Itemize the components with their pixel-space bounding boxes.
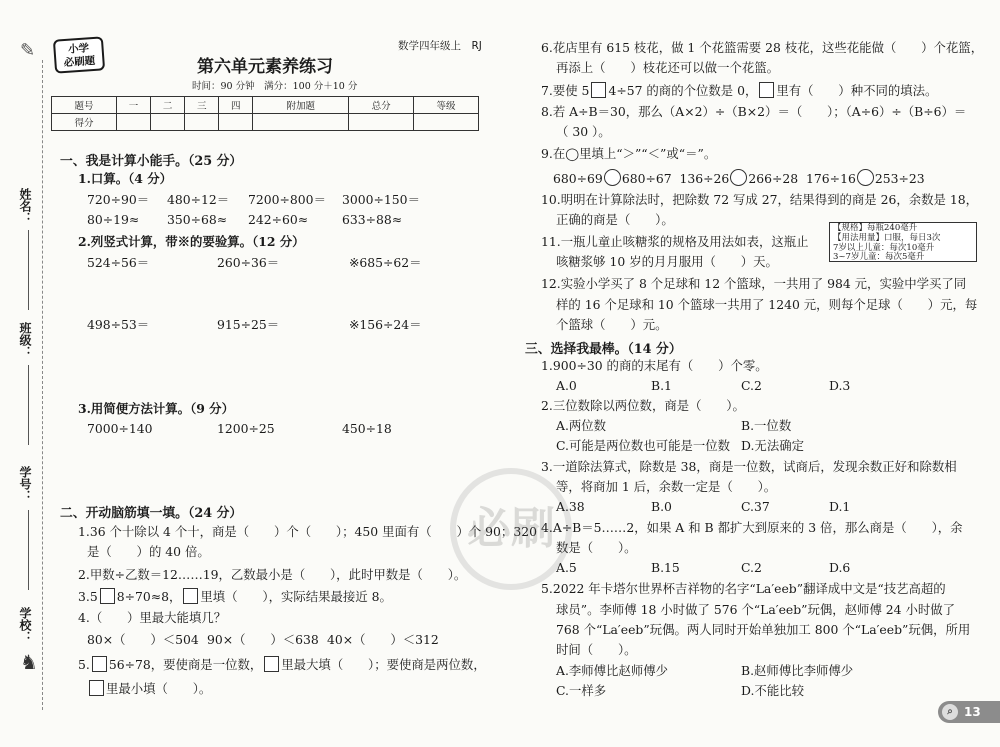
s1-q2-title: 2.列竖式计算，带※的要验算。（12 分） [78, 234, 305, 249]
q9: 9.在◯里填上“＞”“＜”或“＝”。 [541, 146, 717, 161]
watermark-seal: 必刷 [450, 468, 572, 590]
option[interactable]: D.不能比较 [741, 683, 804, 698]
s1-q1-item: 3000÷150＝ [342, 192, 420, 207]
q12-line2: 样的 16 个足球和 10 个篮球一共用了 1240 元，则每个足球（ ）元，每 [556, 297, 978, 312]
s1-q2-item: 260÷36＝ [217, 255, 280, 270]
name-label: 姓名： [18, 188, 32, 224]
score-input[interactable] [219, 114, 253, 131]
c5-line4: 时间（ ）。 [556, 642, 637, 657]
s1-q1-item: 80÷19≈ [87, 212, 140, 227]
blank-box[interactable] [183, 588, 198, 604]
score-input[interactable] [414, 114, 479, 131]
score-cell: 总分 [349, 97, 414, 114]
grade-label: 数学四年级上 RJ [398, 40, 482, 52]
spec-line: 【用法用量】口服，每日3次 [833, 232, 941, 243]
q9-expr: 136÷26 [679, 171, 730, 186]
q7 [541, 82, 937, 99]
option[interactable]: C.2 [741, 378, 762, 393]
binding-line [42, 60, 43, 710]
c5-line1: 5.2022 年卡塔尔世界杯吉祥物的名字“La′eeb”翻译成中文是“技艺高超的 [541, 581, 946, 596]
s1-q2-item: 915÷25＝ [217, 317, 280, 332]
s2-q1-line2: 是（ ）的 40 倍。 [87, 544, 210, 559]
compare-circle[interactable] [730, 169, 747, 186]
score-header-row [52, 97, 479, 114]
q9-items [553, 169, 925, 187]
s2-q2: 2.甲数÷乙数＝12……19，乙数最小是（ ），此时甲数是（ ）。 [78, 567, 467, 582]
s2-q5-b: 56÷78，要使商是一位数， [108, 657, 263, 672]
blank-box[interactable] [100, 588, 115, 604]
option[interactable]: D.无法确定 [741, 438, 804, 453]
s2-q3-a: 3.5 [78, 589, 98, 604]
page-number: 13 [964, 705, 981, 719]
compare-circle[interactable] [604, 169, 621, 186]
logo-top-text: 小学 [67, 42, 90, 56]
q9-expr: 176÷16 [806, 171, 856, 186]
s2-q5-c: 里最大填（ ）；要使商是两位数， [281, 657, 486, 672]
s1-q2-item: 498÷53＝ [87, 317, 150, 332]
c2-question: 2.三位数除以两位数，商是（ ）。 [541, 398, 745, 413]
s2-q4-item: 90×（ ）＜638 [207, 632, 319, 647]
s1-q1-item: 720÷90＝ [87, 192, 150, 207]
q9-expr: 266÷28 [748, 171, 799, 186]
s2-q5-a: 5. [78, 657, 90, 672]
option[interactable]: A.38 [556, 499, 585, 514]
option[interactable]: B.赵师傅比李师傅少 [741, 663, 854, 678]
c5-line3: 768 个“La′eeb”玩偶。两人同时开始单独加工 800 个“La′eeb”玩偶，所用 [556, 622, 971, 637]
pencil-icon: ✎ [20, 40, 36, 61]
name-line [28, 230, 29, 310]
c1-question: 1.900÷30 的商的末尾有（ ）个零。 [541, 358, 768, 373]
q9-expr: 680÷67 [621, 171, 672, 186]
s2-q5-d: 里最小填（ ）。 [106, 681, 212, 696]
score-value-row [52, 114, 479, 131]
option[interactable]: C.可能是两位数也可能是一位数 [556, 438, 731, 453]
s1-q1-item: 350÷68≈ [167, 212, 228, 227]
s2-q4-item: 80×（ ）＜504 [87, 632, 199, 647]
s2-q4-item: 40×（ ）＜312 [327, 632, 439, 647]
score-cell: 二 [151, 97, 185, 114]
option[interactable]: D.1 [829, 499, 851, 514]
option[interactable]: A.李师傅比赵师傅少 [556, 663, 669, 678]
s1-q3-item: 1200÷25 [217, 421, 275, 436]
s1-q1-title: 1.口算。（4 分） [78, 171, 173, 186]
s1-q3-item: 7000÷140 [87, 421, 153, 436]
s1-q1-item: 480÷12＝ [167, 192, 230, 207]
blank-box[interactable] [591, 82, 606, 98]
q8-line1: 8.若 A÷B＝30，那么（A×2）÷（B×2）＝（ ）；（A÷6）÷（B÷6）＝ [541, 104, 967, 119]
q11-line2: 咳糖浆够 10 岁的月月服用（ ）天。 [556, 254, 778, 269]
page-number-tab [938, 701, 1000, 723]
score-cell: 等级 [414, 97, 479, 114]
score-table [51, 96, 479, 131]
q9-expr: 253÷23 [874, 171, 925, 186]
option[interactable]: B.一位数 [741, 418, 792, 433]
s1-q1-item: 7200÷800＝ [248, 192, 326, 207]
s1-q1-item: 633÷88≈ [342, 212, 403, 227]
option[interactable]: C.2 [741, 560, 762, 575]
option[interactable]: A.两位数 [556, 418, 607, 433]
exam-info: 时间：90 分钟 满分：100 分＋10 分 [192, 81, 358, 92]
c5-line2: 球员”。李师傅 18 小时做了 576 个“La′eeb”玩偶，赵师傅 24 小时做了 [556, 602, 956, 617]
q6-line1: 6.花店里有 615 枝花，做 1 个花篮需要 28 枝花，这些花能做（ ）个花篮， [541, 40, 984, 55]
q6-line2: 再添上（ ）枝花还可以做一个花篮。 [556, 60, 780, 75]
score-cell: 附加题 [253, 97, 349, 114]
s2-q3-b: 8÷70≈8， [116, 589, 182, 604]
brand-logo [53, 36, 105, 73]
blank-box[interactable] [89, 680, 104, 696]
logo-bottom-text: 必刷题 [63, 54, 96, 70]
c3-line1: 3.一道除法算式，除数是 38，商是一位数，试商后，发现余数正好和除数相 [541, 459, 957, 474]
blank-box[interactable] [264, 656, 279, 672]
score-input[interactable] [349, 114, 414, 131]
s2-q3 [78, 588, 392, 605]
option[interactable]: B.0 [651, 499, 672, 514]
compare-circle[interactable] [857, 169, 874, 186]
q7-b: 4÷57 的商的个位数是 0， [608, 83, 758, 98]
q12-line3: 个篮球（ ）元。 [556, 317, 668, 332]
q9-expr: 680÷69 [553, 171, 603, 186]
option[interactable]: C.37 [741, 499, 770, 514]
option[interactable]: B.1 [651, 378, 672, 393]
class-line [28, 365, 29, 445]
number-label: 学号： [18, 466, 32, 502]
s1-q1-item: 242÷60≈ [248, 212, 309, 227]
option[interactable]: B.15 [651, 560, 680, 575]
school-label: 学校： [18, 607, 32, 643]
s1-q2-item: ※685÷62＝ [349, 255, 422, 270]
score-input[interactable] [151, 114, 185, 131]
section2-title: 二、开动脑筋填一填。（24 分） [60, 506, 243, 521]
score-input[interactable] [185, 114, 219, 131]
option[interactable]: C.一样多 [556, 683, 607, 698]
score-cell: 一 [116, 97, 150, 114]
option[interactable]: D.6 [829, 560, 851, 575]
bicycle-icon: ♞ [20, 650, 38, 674]
q7-c: 里有（ ）种不同的填法。 [776, 83, 938, 98]
c4-line1: 4.A÷B＝5……2，如果 A 和 B 都扩大到原来的 3 倍，那么商是（ ），余 [541, 520, 963, 535]
s2-q3-c: 里填（ ），实际结果最接近 8。 [200, 589, 392, 604]
option[interactable]: A.0 [556, 378, 577, 393]
s1-q3-item: 450÷18 [342, 421, 392, 436]
score-input[interactable] [116, 114, 150, 131]
s2-q5-line2 [87, 680, 211, 697]
score-cell: 题号 [52, 97, 117, 114]
spec-line: 3~7岁儿童：每次5毫升 [833, 252, 925, 263]
q10-line2: 正确的商是（ ）。 [556, 212, 674, 227]
page-title: 第六单元素养练习 [197, 57, 333, 77]
section3-title: 三、选择我最棒。（14 分） [525, 342, 682, 357]
s2-q1-line1: 1.36 个十除以 4 个十，商是（ ）个（ ）；450 里面有（ ）个 90；320 [78, 524, 537, 539]
c4-line2: 数是（ ）。 [556, 540, 637, 555]
s1-q2-item: ※156÷24＝ [349, 317, 422, 332]
spec-line: 7岁以上儿童：每次10毫升 [833, 242, 935, 253]
score-cell: 三 [185, 97, 219, 114]
q10-line1: 10.明明在计算除法时，把除数 72 写成 27，结果得到的商是 26，余数是 18， [541, 192, 979, 207]
score-input[interactable] [253, 114, 349, 131]
option[interactable]: D.3 [829, 378, 851, 393]
number-line [28, 510, 29, 590]
option[interactable]: A.5 [556, 560, 577, 575]
blank-box[interactable] [92, 656, 107, 672]
class-label: 班级： [18, 322, 32, 358]
syrup-spec-box [829, 222, 977, 262]
blank-box[interactable] [759, 82, 774, 98]
s1-q2-item: 524÷56＝ [87, 255, 150, 270]
s2-q4: 4.（ ）里最大能填几？ [78, 610, 227, 625]
c3-line2: 等，将商加 1 后，余数一定是（ ）。 [556, 479, 777, 494]
score-cell: 四 [219, 97, 253, 114]
q12-line1: 12.实验小学买了 8 个足球和 12 个篮球，一共用了 984 元，实验中学买了同 [541, 276, 967, 291]
q11-line1: 11.一瓶儿童止咳糖浆的规格及用法如表，这瓶止 [541, 234, 809, 249]
magnifier-icon: ⌕ [942, 704, 958, 720]
q7-a: 7.要使 5 [541, 83, 590, 98]
s2-q5 [78, 656, 486, 673]
spec-line: 【规格】每瓶240毫升 [833, 223, 918, 233]
q8-line2: （ 30 ）。 [556, 124, 611, 139]
score-cell: 得分 [52, 114, 117, 131]
s1-q3-title: 3.用简便方法计算。（9 分） [78, 401, 234, 416]
section1-title: 一、我是计算小能手。（25 分） [60, 154, 243, 169]
